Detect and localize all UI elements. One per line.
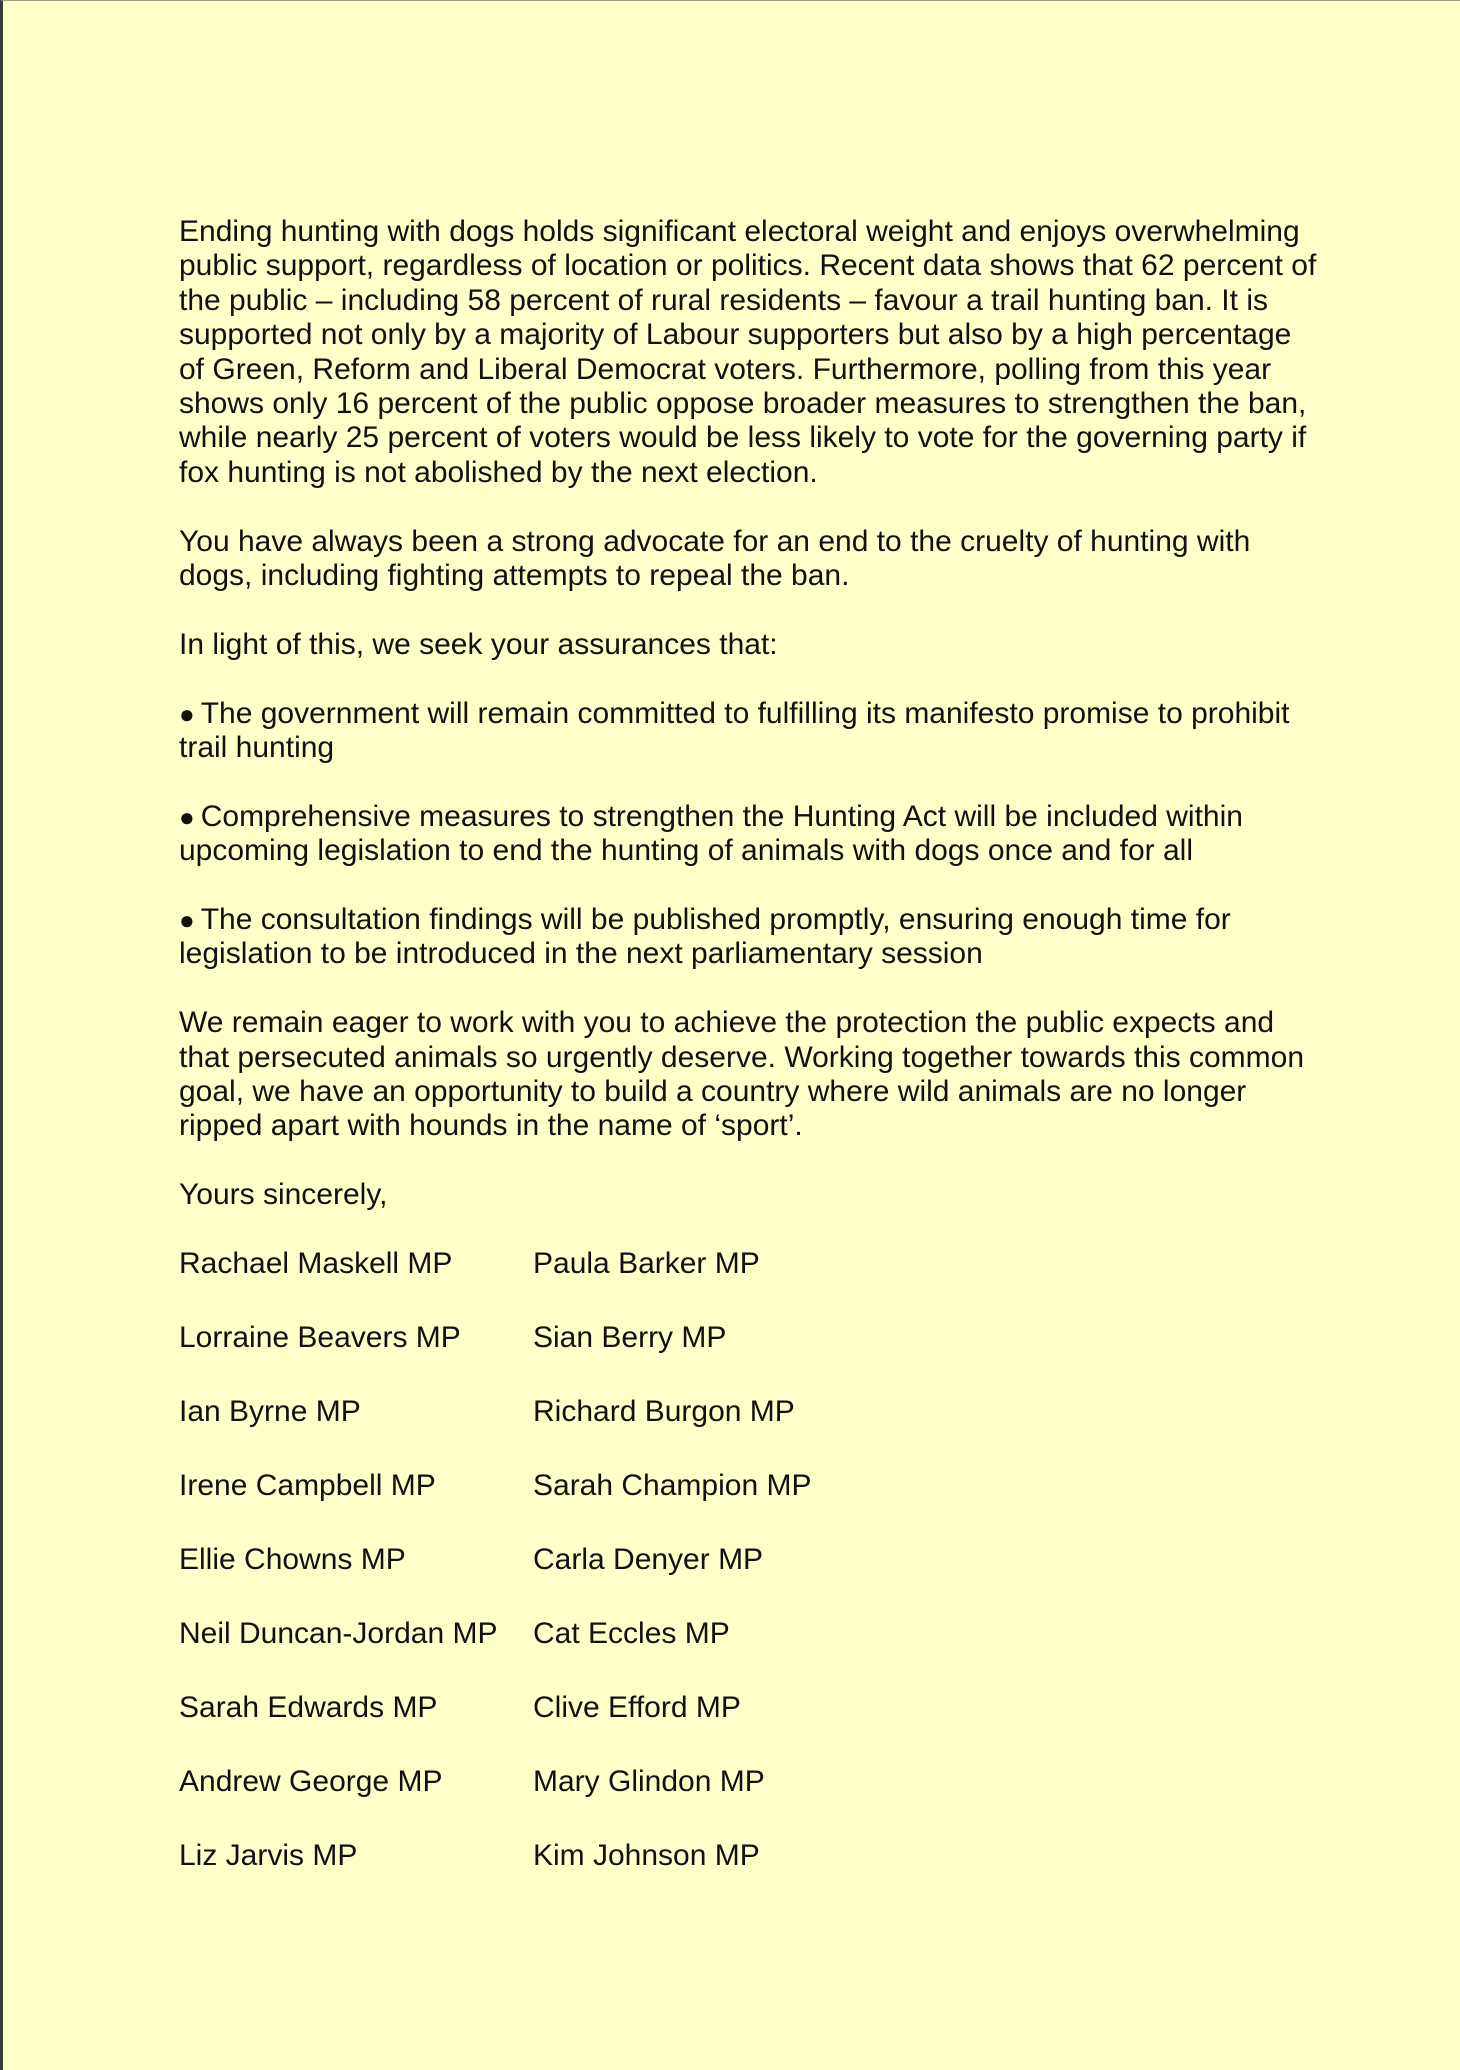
signatory-name: Sarah Edwards MP bbox=[179, 1691, 438, 1725]
sign-off: Yours sincerely, bbox=[179, 1178, 388, 1212]
paragraph-assurances-intro: In light of this, we seek your assurances that: bbox=[179, 627, 778, 661]
paragraph-closing: We remain eager to work with you to achieve the protection the public expects and that persecuted animals so urgently deserve. Working together towards this common goal, we have an opportunity to build a country where wild animals are no longer ripped apart with hounds in the name of ‘sport’. bbox=[179, 1006, 1304, 1143]
bullet-text: The consultation findings will be published promptly, ensuring enough time for legislation to be introduced in the next parliamentary session bbox=[179, 903, 1231, 971]
bullet-text: The government will remain committed to fulfilling its manifesto promise to prohibit trail hunting bbox=[179, 696, 1290, 765]
bullet-icon: ● bbox=[179, 905, 195, 936]
signatory-name: Ian Byrne MP bbox=[179, 1395, 361, 1429]
bullet-icon: ● bbox=[179, 801, 195, 832]
signatory-name: Neil Duncan-Jordan MP bbox=[179, 1617, 498, 1651]
paragraph-advocate: You have always been a strong advocate for an end to the cruelty of hunting with dogs, including fighting attempts to repeal the ban. bbox=[179, 524, 1251, 593]
signatory-name: Mary Glindon MP bbox=[533, 1765, 765, 1799]
signatory-name: Kim Johnson MP bbox=[533, 1839, 760, 1873]
bullet-text: Comprehensive measures to strengthen the Hunting Act will be included within upcoming legislation to end the hunting of animals with dogs once and for all bbox=[179, 799, 1243, 868]
signatory-name: Irene Campbell MP bbox=[179, 1469, 436, 1503]
signatory-name: Richard Burgon MP bbox=[533, 1395, 795, 1429]
signatory-name: Lorraine Beavers MP bbox=[179, 1321, 461, 1355]
bullet-item-hunting-act bbox=[179, 800, 1319, 869]
signatory-name: Liz Jarvis MP bbox=[179, 1839, 358, 1873]
letter-body bbox=[179, 215, 1319, 1873]
signatory-name: Cat Eccles MP bbox=[533, 1617, 730, 1651]
bullet-icon: ● bbox=[179, 698, 195, 729]
signatory-name: Ellie Chowns MP bbox=[179, 1543, 406, 1577]
signatory-name: Clive Efford MP bbox=[533, 1691, 741, 1725]
signatory-name: Sarah Champion MP bbox=[533, 1469, 812, 1503]
signatory-name: Carla Denyer MP bbox=[533, 1543, 764, 1577]
paragraph-public-support: Ending hunting with dogs holds significant electoral weight and enjoys overwhelming public support, regardless of location or politics. Recent data shows that 62 percent of the public – including 58 percent of rural residents – favour a trail hunting ban. It is supported not only by a majority of Labour supporters but also by a high percentage of Green, Reform and Liberal Democrat voters. Furthermore, polling from this year shows only 16 percent of the public oppose broader measures to strengthen the ban, while nearly 25 percent of voters would be less likely to vote for the governing party if fox hunting is not abolished by the next election. bbox=[179, 215, 1317, 489]
signatory-name: Rachael Maskell MP bbox=[179, 1247, 453, 1281]
signatory-name: Paula Barker MP bbox=[533, 1247, 760, 1281]
bullet-item-manifesto bbox=[179, 697, 1319, 766]
bullet-item-consultation bbox=[179, 903, 1319, 972]
signatory-name: Sian Berry MP bbox=[533, 1321, 727, 1355]
signatories-list bbox=[179, 1247, 1319, 1873]
signatory-name: Andrew George MP bbox=[179, 1765, 443, 1799]
